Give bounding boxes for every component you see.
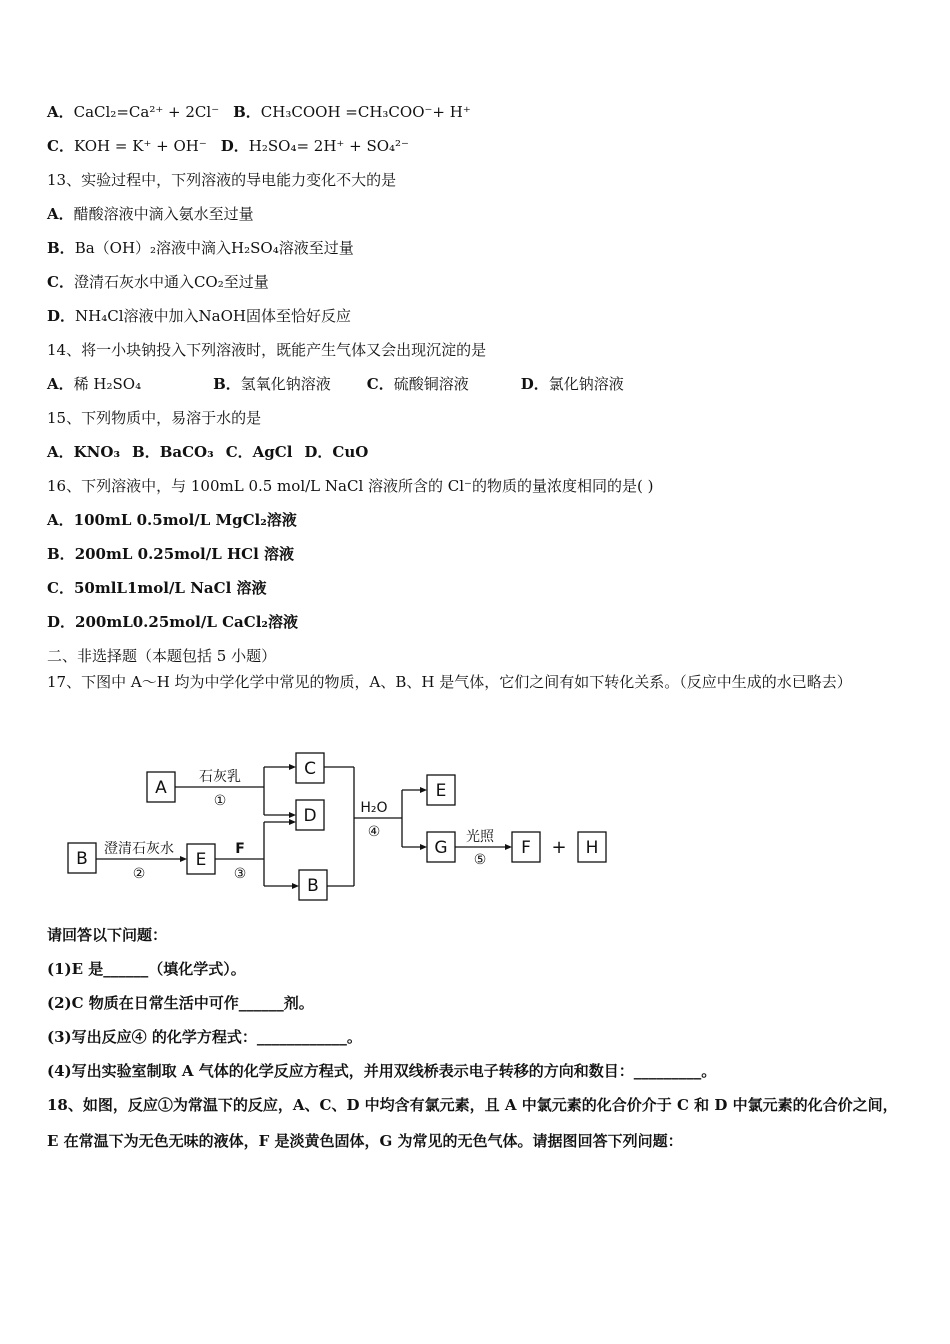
q17-part-4: (4)写出实验室制取 A 气体的化学反应方程式，并用双线桥表示电子转移的方向和数目：_________。 [47, 1062, 717, 1080]
q14-options [47, 374, 624, 394]
label-f: F [235, 841, 245, 857]
option-b: B．BaCO₃ [132, 443, 214, 461]
box-e-right-text: E [435, 781, 447, 801]
label-shihuiru: 石灰乳 [199, 769, 241, 785]
reaction-diagram [0, 745, 950, 915]
box-f-text: F [521, 838, 531, 858]
option-label: A． [47, 511, 74, 529]
q13-option-b [47, 238, 354, 258]
option-label: A． [47, 375, 74, 393]
label-r2: ② [132, 866, 146, 882]
option-text: 硫酸铜溶液 [393, 375, 469, 393]
option-label: D． [520, 375, 549, 393]
option-label: B． [47, 239, 75, 257]
q16-stem: 16、下列溶液中，与 100mL 0.5 mol/L NaCl 溶液所含的 Cl⁻的物质的量浓度相同的是( ) [47, 477, 654, 495]
option-text: 澄清石灰水中通入CO₂至过量 [73, 273, 269, 291]
q18-stem: 18、如图，反应①为常温下的反应，A、C、D 中均含有氯元素，且 A 中氯元素的化合价介于 C 和 D 中氯元素的化合价之间，E 在常温下为无色无味的液体，F 是淡黄色固体，G 为常见的无色气体。请据图回答下列问题： [47, 1096, 898, 1150]
option-text: 醋酸溶液中滴入氨水至过量 [73, 205, 254, 223]
box-e-left-text: E [195, 850, 207, 870]
option-d: D．CuO [304, 443, 369, 461]
option-text: NH₄Cl溶液中加入NaOH固体至恰好反应 [75, 307, 351, 325]
arrowhead-e2 [420, 787, 427, 793]
option-c-text: KOH = K⁺ + OH⁻ [73, 137, 207, 155]
q16-option-c [47, 578, 267, 598]
q15-options [47, 442, 368, 462]
q13-option-c [47, 272, 269, 292]
option-b-text: CH₃COOH =CH₃COO⁻+ H⁺ [260, 103, 471, 121]
arrowhead-f [505, 844, 512, 850]
label-h2o: H₂O [360, 800, 388, 816]
arrowhead-e [180, 856, 187, 862]
q17-part-3: (3)写出反应④ 的化学方程式：____________。 [47, 1028, 362, 1046]
option-label: B． [47, 545, 75, 563]
arrowhead-g [420, 844, 427, 850]
q16-option-d [47, 612, 298, 632]
arrowhead-b [292, 883, 299, 889]
option-text: 50mlL1mol/L NaCl 溶液 [73, 579, 267, 597]
option-label: D． [47, 307, 76, 325]
option-text: Ba（OH）₂溶液中滴入H₂SO₄溶液至过量 [74, 239, 354, 257]
option-label: C． [366, 375, 394, 393]
q13-option-d [47, 306, 351, 326]
option-a-label: A． [47, 103, 74, 121]
option-label: B． [213, 375, 241, 393]
option-text: 200mL 0.25mol/L HCl 溶液 [74, 545, 295, 563]
option-line-2 [47, 136, 409, 156]
q14-stem: 14、将一小块钠投入下列溶液时，既能产生气体又会出现沉淀的是 [47, 341, 487, 359]
q17-part-1: (1)E 是______（填化学式）。 [47, 960, 246, 978]
section-heading: 二、非选择题（本题包括 5 小题） [47, 647, 277, 665]
arrowhead-c [289, 764, 296, 770]
label-r3: ③ [233, 866, 247, 882]
box-g-text: G [434, 838, 448, 858]
arrowhead-d [289, 812, 296, 818]
label-chengqing: 澄清石灰水 [104, 841, 174, 857]
q16-option-b [47, 544, 294, 564]
box-d-text: D [303, 806, 317, 826]
box-h-text: H [585, 838, 599, 858]
q17-stem: 17、下图中 A～H 均为中学化学中常见的物质，A、B、H 是气体，它们之间有如下转化关系。（反应中生成的水已略去） [47, 673, 852, 691]
box-b-left-text: B [76, 849, 88, 869]
option-line-1 [47, 102, 471, 122]
label-guangzhao: 光照 [466, 829, 494, 845]
option-label: C． [47, 579, 74, 597]
option-c: C．AgCl [225, 443, 293, 461]
option-c-label: C． [47, 137, 74, 155]
option-a-text: CaCl₂=Ca²⁺ + 2Cl⁻ [73, 103, 220, 121]
option-b-label: B． [233, 103, 261, 121]
q15-stem: 15、下列物质中，易溶于水的是 [47, 409, 262, 427]
option-label: D． [47, 613, 76, 631]
option-label: C． [47, 273, 74, 291]
box-a-text: A [155, 778, 167, 798]
option-label: A． [47, 205, 74, 223]
option-text: 100mL 0.5mol/L MgCl₂溶液 [73, 511, 297, 529]
option-a: A．KNO₃ [47, 443, 121, 461]
label-plus: + [551, 837, 567, 858]
q13-stem: 13、实验过程中，下列溶液的导电能力变化不大的是 [47, 171, 397, 189]
q17-part-2: (2)C 物质在日常生活中可作______剂。 [47, 994, 314, 1012]
box-b-right-text: B [307, 876, 319, 896]
option-d-text: H₂SO₄= 2H⁺ + SO₄²⁻ [248, 137, 409, 155]
arrowhead-d2 [289, 819, 296, 825]
option-d-label: D． [220, 137, 249, 155]
q16-option-a [47, 510, 297, 530]
option-text: 氢氧化钠溶液 [240, 375, 331, 393]
q17-ask: 请回答以下问题： [47, 926, 168, 944]
option-text: 氯化钠溶液 [548, 375, 624, 393]
label-r1: ① [213, 793, 227, 809]
label-r5: ⑤ [473, 852, 487, 868]
option-text: 200mL0.25mol/L CaCl₂溶液 [75, 613, 298, 631]
q13-option-a [47, 204, 254, 224]
option-text: 稀 H₂SO₄ [73, 375, 142, 393]
label-r4: ④ [367, 824, 381, 840]
box-c-text: C [304, 759, 316, 779]
